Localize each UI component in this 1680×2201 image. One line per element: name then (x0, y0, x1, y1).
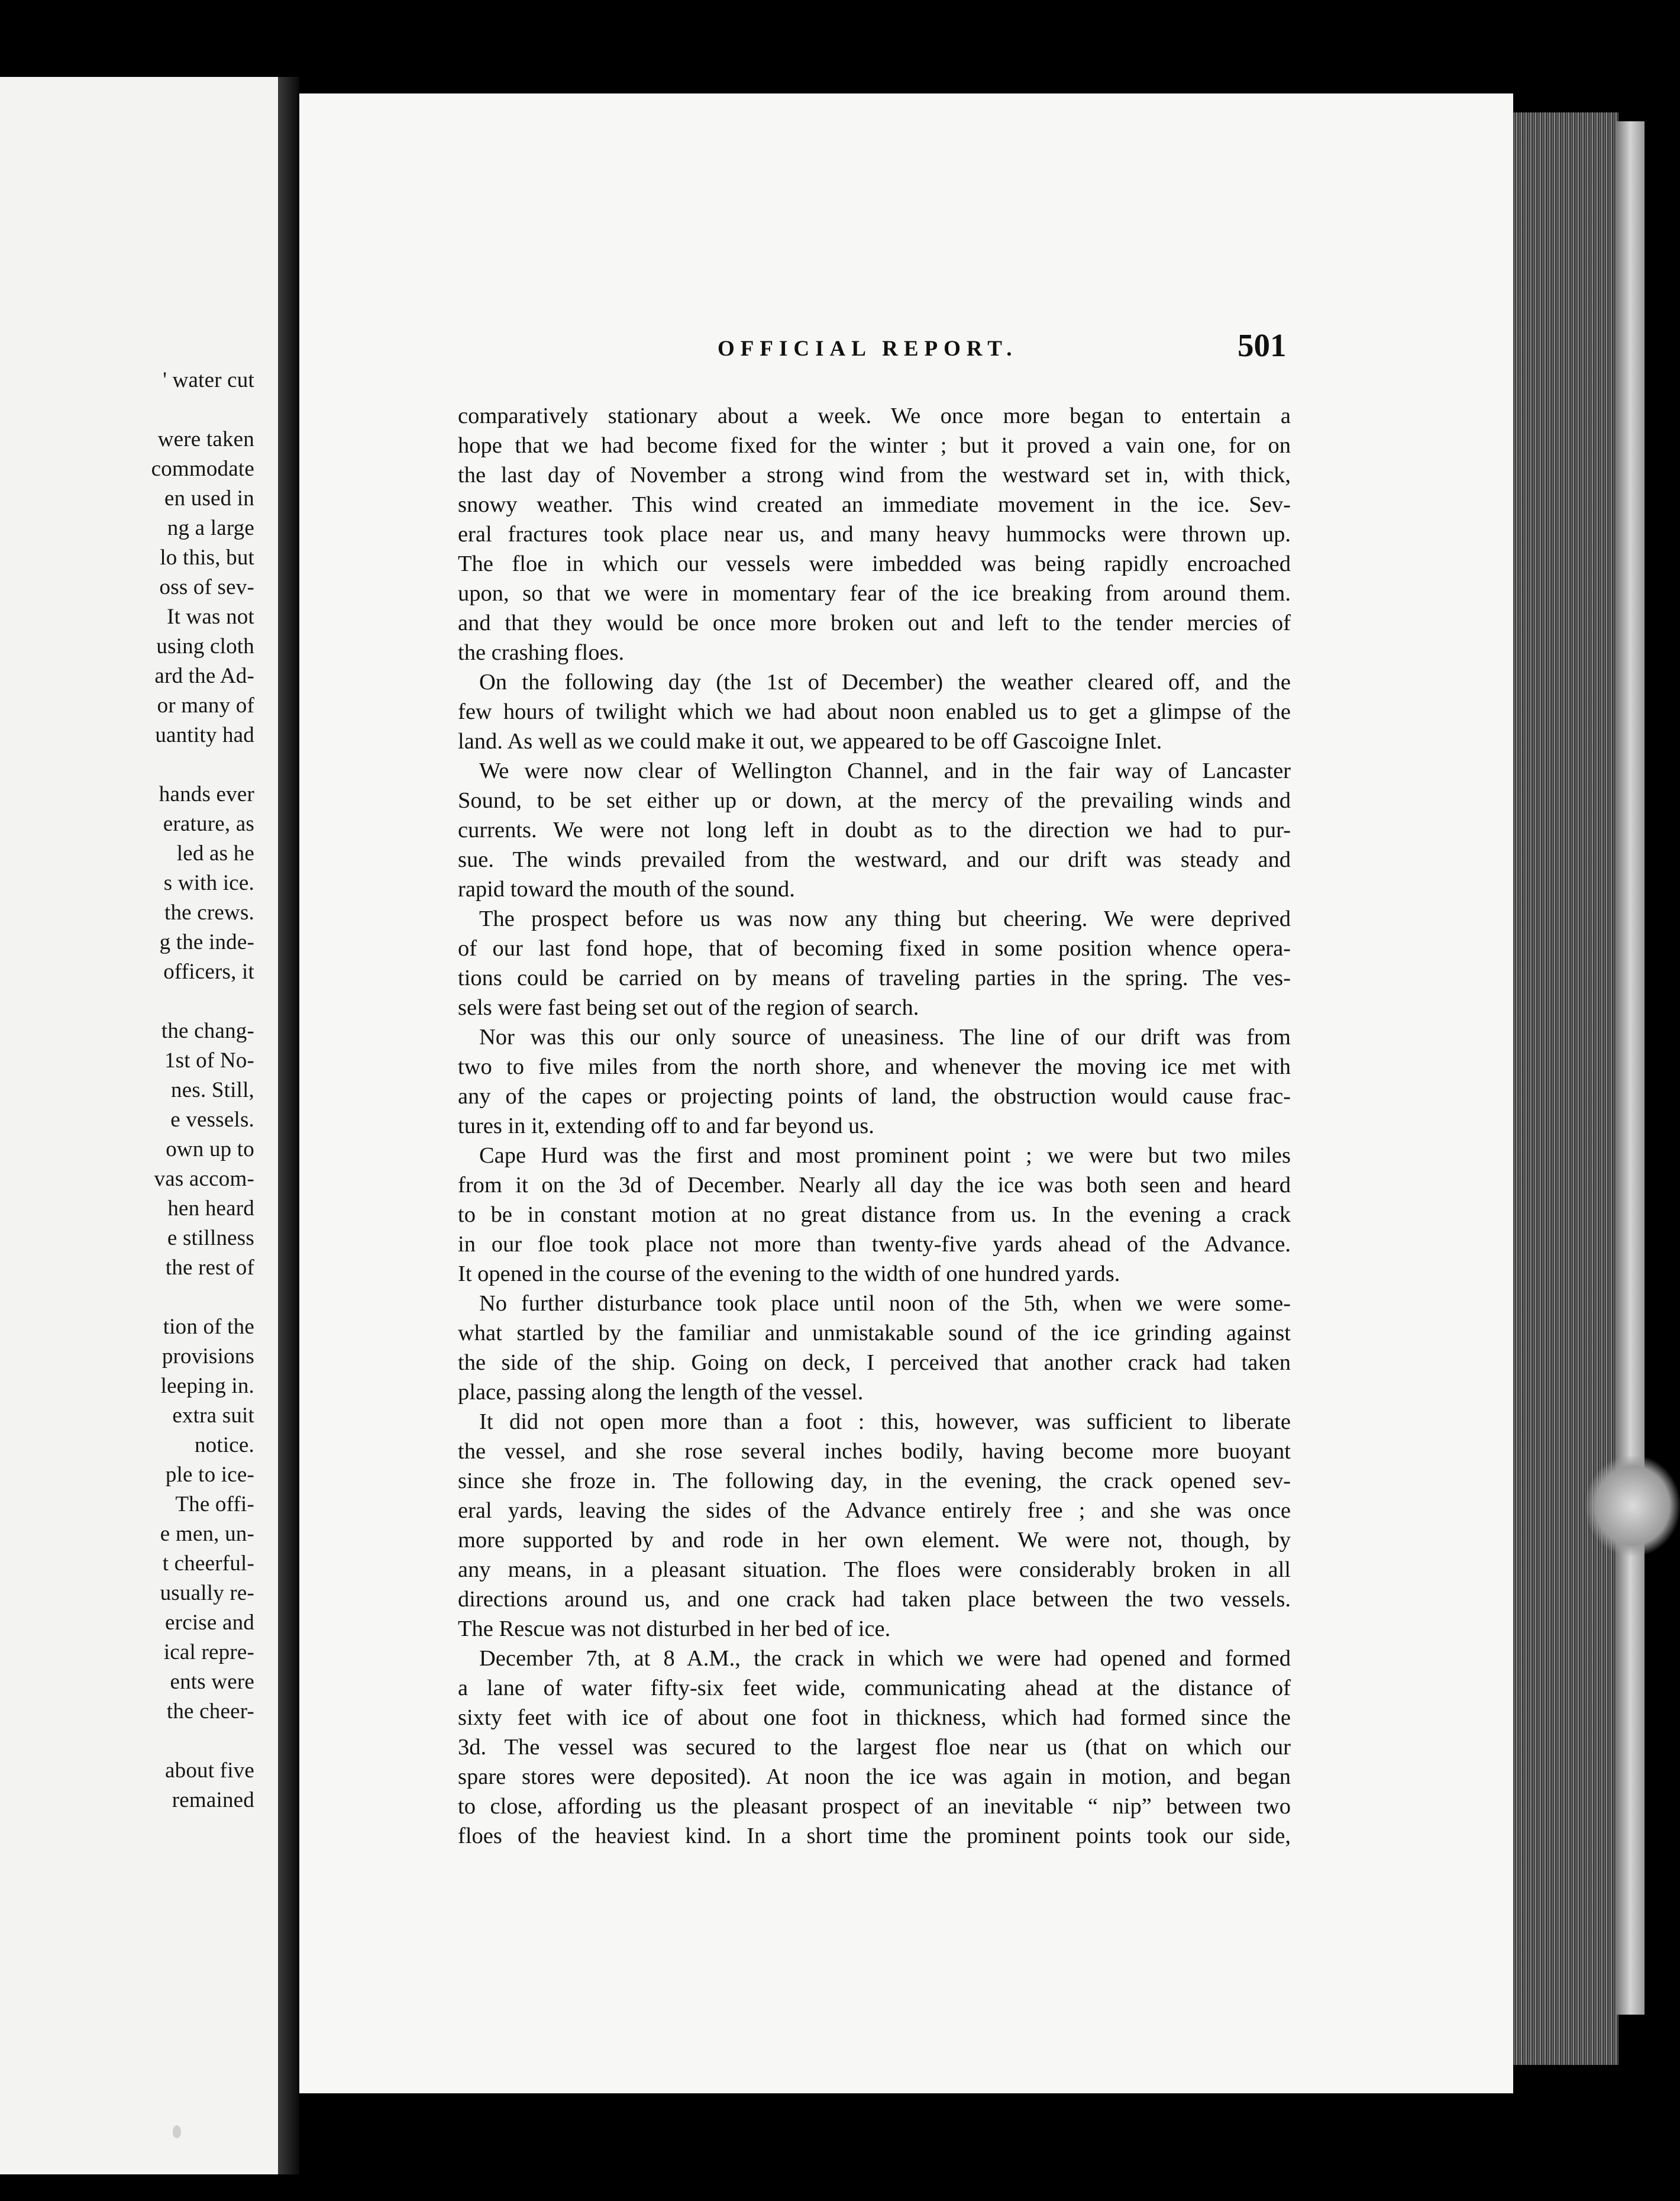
text-line: the last day of November a strong wind from the westward set in, with thick, (458, 463, 1291, 488)
text-line: spare stores were deposited). At noon the ice was again in motion, and began (458, 1764, 1291, 1789)
left-page-line: commodate (151, 457, 254, 481)
left-page-line (0, 395, 254, 425)
text-line: and that they would be once more broken out and left to the tender mercies of (458, 611, 1291, 635)
text-line: directions around us, and one crack had taken place between the two vessels. (458, 1587, 1291, 1612)
text-line: Nor was this our only source of uneasiness. The line of our drift was from (479, 1025, 1291, 1050)
text-line: The Rescue was not disturbed in her bed of ice. (458, 1616, 891, 1641)
left-page-line: provisions (161, 1344, 254, 1369)
thumb-smudge (1585, 1456, 1680, 1556)
text-line: upon, so that we were in momentary fear of the ice breaking from around them. (458, 581, 1291, 606)
left-page-line: t cheerful- (162, 1551, 254, 1576)
text-line: any of the capes or projecting points of land, the obstruction would cause frac- (458, 1084, 1291, 1109)
text-line: from it on the 3d of December. Nearly all day the ice was both seen and heard (458, 1173, 1291, 1198)
left-page-line (0, 1726, 254, 1756)
text-line: any means, in a pleasant situation. The floes were considerably broken in all (458, 1557, 1291, 1582)
left-page-line: vas accom- (154, 1167, 254, 1191)
left-page-line: hands ever (159, 782, 254, 806)
text-line: tions could be carried on by means of traveling parties in the spring. The ves- (458, 966, 1291, 990)
left-page-line: ' water cut (163, 368, 254, 392)
body-text (458, 401, 1291, 1851)
left-page-line: lo this, but (160, 546, 254, 570)
page-edges (1513, 112, 1618, 2065)
text-line: currents. We were not long left in doubt as to the direction we had to pur- (458, 818, 1291, 843)
text-line: 3d. The vessel was secured to the largest floe near us (that on which our (458, 1735, 1291, 1760)
left-page-line: led as he (176, 841, 254, 866)
text-line: rapid toward the mouth of the sound. (458, 877, 795, 902)
text-line: sixty feet with ice of about one foot in thickness, which had formed since the (458, 1705, 1291, 1730)
text-line: a lane of water fifty-six feet wide, communicating ahead at the distance of (458, 1676, 1291, 1700)
left-page-line: usually re- (160, 1581, 254, 1605)
left-page-line: remained (172, 1788, 254, 1812)
text-line: since she froze in. The following day, in the evening, the crack opened sev- (458, 1469, 1291, 1493)
page-number: 501 (1238, 327, 1287, 363)
book-edge (1616, 121, 1645, 2015)
left-page-line: were taken (157, 427, 254, 451)
left-page-line (0, 750, 254, 780)
text-line: of our last fond hope, that of becoming fixed in some position whence opera- (458, 936, 1291, 961)
left-page-line: en used in (164, 486, 254, 511)
text-line: We were now clear of Wellington Channel, and in the fair way of Lancaster (479, 759, 1291, 783)
left-page-line: ents were (170, 1670, 254, 1694)
left-page-text (0, 366, 254, 1815)
text-line: hope that we had become fixed for the winter ; but it proved a vain one, for on (458, 433, 1291, 458)
left-page (0, 77, 278, 2174)
left-page-line: oss of sev- (159, 575, 254, 599)
text-line: eral yards, leaving the sides of the Advance entirely free ; and she was once (458, 1498, 1291, 1523)
left-page-line (0, 987, 254, 1016)
text-line: comparatively stationary about a week. We once more began to entertain a (458, 404, 1291, 428)
left-page-line: the rest of (165, 1256, 254, 1280)
left-page-line: It was not (167, 605, 254, 629)
left-page-line: own up to (166, 1137, 254, 1161)
left-page-line: The offi- (175, 1492, 254, 1516)
book-gutter (278, 77, 299, 2174)
left-page-line: notice. (194, 1433, 254, 1457)
text-line: sels were fast being set out of the region of search. (458, 995, 919, 1020)
left-page-line: ple to ice- (165, 1463, 254, 1487)
text-line: On the following day (the 1st of December) the weather cleared off, and the (479, 670, 1291, 695)
text-line: to close, affording us the pleasant prospect of an inevitable “ nip” between two (458, 1794, 1291, 1819)
text-line: Sound, to be set either up or down, at the mercy of the prevailing winds and (458, 788, 1291, 813)
left-page-line: ical repre- (163, 1640, 254, 1664)
left-page-line: e vessels. (170, 1108, 254, 1132)
text-line: It did not open more than a foot : this, however, was sufficient to liberate (479, 1409, 1291, 1434)
left-page-line: the cheer- (166, 1699, 254, 1724)
text-line: December 7th, at 8 A.M., the crack in which we were had opened and formed (479, 1646, 1291, 1671)
left-page-line: leeping in. (160, 1374, 254, 1398)
left-page-line: the chang- (161, 1019, 254, 1043)
left-page-line: e stillness (167, 1226, 254, 1250)
text-line: No further disturbance took place until noon of the 5th, when we were some- (479, 1291, 1291, 1316)
left-page-line: using cloth (156, 634, 254, 659)
text-line: tures in it, extending off to and far beyond us. (458, 1114, 874, 1138)
left-page-line: or many of (157, 693, 254, 718)
left-page-line: hen heard (167, 1196, 254, 1221)
left-page-line: s with ice. (163, 871, 254, 895)
text-line: few hours of twilight which we had about noon enabled us to get a glimpse of the (458, 699, 1291, 724)
text-line: two to five miles from the north shore, and whenever the moving ice met with (458, 1054, 1291, 1079)
text-line: The prospect before us was now any thing but cheering. We were deprived (479, 906, 1291, 931)
text-line: place, passing along the length of the vessel. (458, 1380, 864, 1405)
text-line: in our floe took place not more than twenty-five yards ahead of the Advance. (458, 1232, 1291, 1257)
left-page-line (0, 1283, 254, 1312)
text-line: floes of the heaviest kind. In a short time the prominent points took our side, (458, 1824, 1291, 1848)
text-line: snowy weather. This wind created an immediate movement in the ice. Sev- (458, 492, 1291, 517)
text-line: The floe in which our vessels were imbedded was being rapidly encroached (458, 551, 1291, 576)
left-page-line: tion of the (163, 1315, 254, 1339)
scan-speck (173, 2125, 181, 2138)
text-line: eral fractures took place near us, and many heavy hummocks were thrown up. (458, 522, 1291, 547)
left-page-line: nes. Still, (171, 1078, 254, 1102)
left-page-line: about five (165, 1758, 254, 1783)
text-line: Cape Hurd was the first and most prominent point ; we were but two miles (479, 1143, 1291, 1168)
text-line: It opened in the course of the evening to the width of one hundred yards. (458, 1261, 1120, 1286)
left-page-line: ercise and (165, 1611, 254, 1635)
left-page-line: g the inde- (159, 930, 254, 954)
text-line: more supported by and rode in her own element. We were not, though, by (458, 1528, 1291, 1553)
text-line: sue. The winds prevailed from the westward, and our drift was steady and (458, 847, 1291, 872)
left-page-line: erature, as (163, 812, 254, 836)
text-line: land. As well as we could make it out, we appeared to be off Gascoigne Inlet. (458, 729, 1162, 754)
left-page-line: the crews. (164, 901, 254, 925)
text-line: the crashing floes. (458, 640, 625, 665)
text-line: to be in constant motion at no great distance from us. In the evening a crack (458, 1202, 1291, 1227)
left-page-line: ng a large (167, 516, 254, 540)
left-page-line: ard the Ad- (154, 664, 254, 688)
left-page-line: extra suit (172, 1403, 254, 1428)
left-page-line: 1st of No- (164, 1048, 254, 1073)
left-page-line: uantity had (155, 723, 254, 747)
text-line: what startled by the familiar and unmistakable sound of the ice grinding against (458, 1321, 1291, 1345)
text-line: the side of the ship. Going on deck, I perceived that another crack had taken (458, 1350, 1291, 1375)
left-page-line: officers, it (163, 960, 254, 984)
text-line: the vessel, and she rose several inches bodily, having become more buoyant (458, 1439, 1291, 1464)
running-head: OFFICIAL REPORT. (718, 337, 1018, 361)
left-page-line: e men, un- (160, 1522, 254, 1546)
